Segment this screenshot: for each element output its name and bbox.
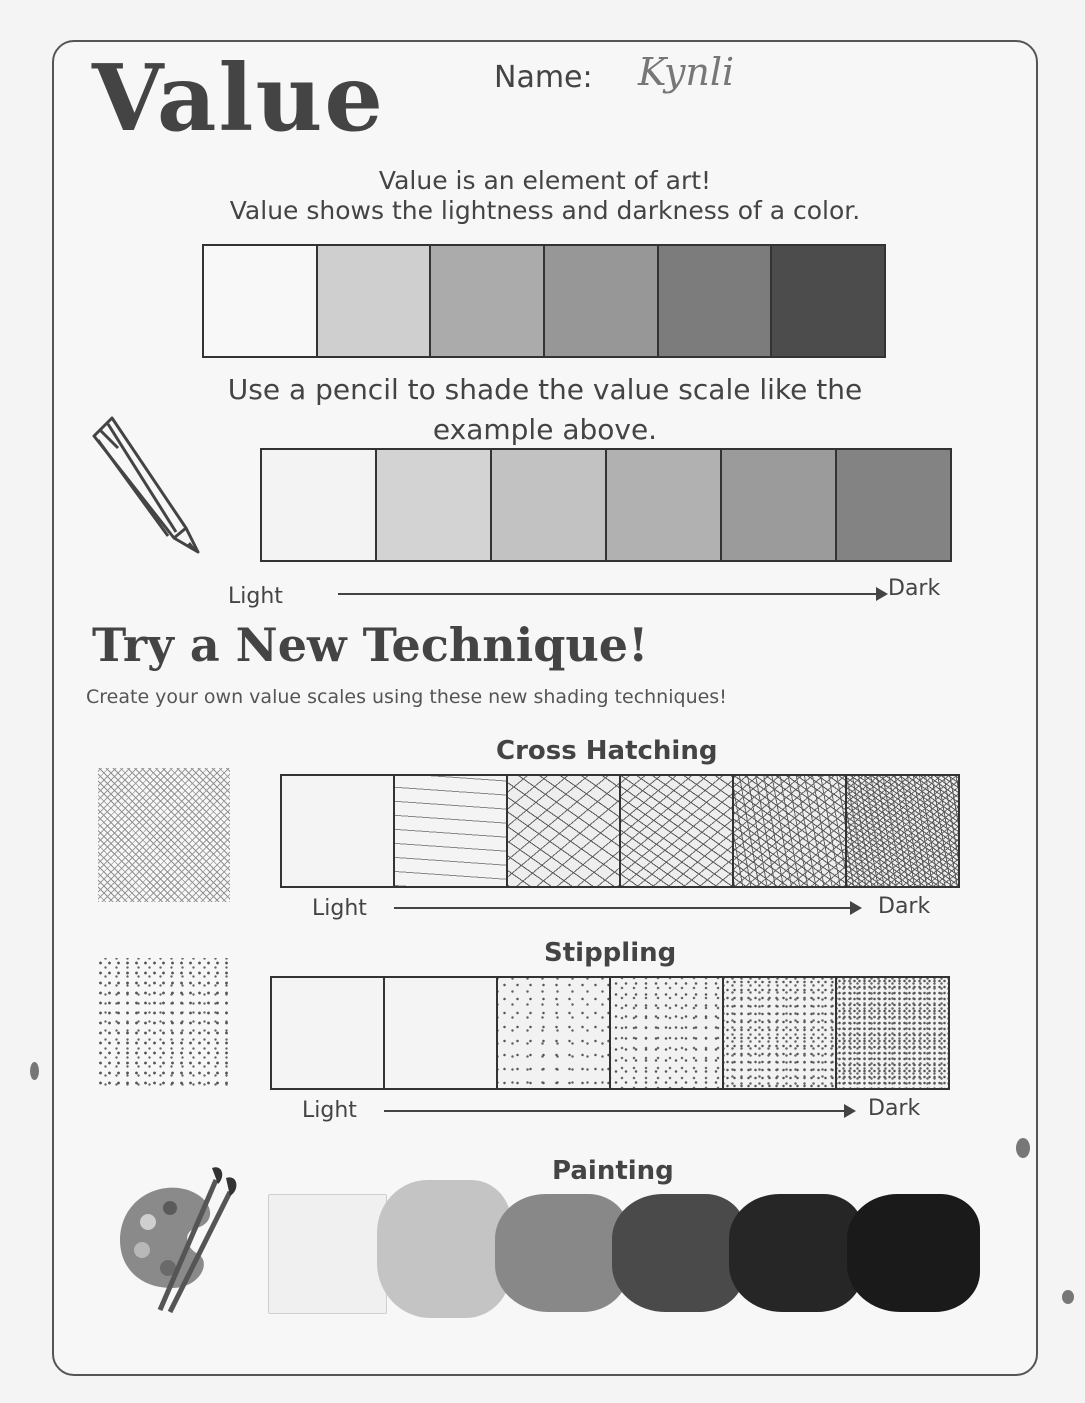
example-scale-cell <box>545 246 659 356</box>
pencil-dark-label: Dark <box>888 576 941 601</box>
intro-line-2: Value shows the lightness and darkness of a color. <box>229 196 861 225</box>
cross-hatching-cell <box>395 776 508 886</box>
painting-scale[interactable] <box>268 1176 972 1318</box>
paint-splatter <box>30 1062 39 1080</box>
cross-hatching-cell <box>508 776 621 886</box>
name-label: Name: <box>494 60 593 95</box>
cross-hatching-light-label: Light <box>312 896 367 921</box>
pencil-scale-cell <box>607 450 722 560</box>
painting-title: Painting <box>552 1156 674 1186</box>
painting-swatch <box>847 1194 980 1312</box>
pencil-scale-cell <box>262 450 377 560</box>
intro-line-1: Value is an element of art! <box>378 166 712 195</box>
pencil-scale-cell <box>722 450 837 560</box>
pencil-icon <box>86 410 208 560</box>
instruction-line-2: example above. <box>432 413 658 446</box>
stippling-light-label: Light <box>302 1098 357 1123</box>
example-scale-cell <box>318 246 432 356</box>
painting-swatch <box>495 1194 628 1312</box>
stippling-cell <box>385 978 498 1088</box>
stippling-cell <box>498 978 611 1088</box>
stippling-cell <box>272 978 385 1088</box>
painting-swatch <box>729 1194 862 1312</box>
painting-swatch <box>268 1194 387 1314</box>
stippling-cell <box>837 978 948 1088</box>
example-scale-cell <box>431 246 545 356</box>
example-scale-cell <box>772 246 884 356</box>
stipple-sample-icon <box>96 958 228 1088</box>
stippling-cell <box>724 978 837 1088</box>
cross-hatching-cell <box>847 776 958 886</box>
stippling-title: Stippling <box>544 938 677 968</box>
stippling-arrow <box>384 1110 854 1112</box>
stippling-scale[interactable] <box>270 976 950 1090</box>
cross-hatching-title: Cross Hatching <box>496 736 718 766</box>
painting-swatch <box>612 1194 745 1312</box>
cross-hatch-sample-icon <box>98 768 230 902</box>
cross-hatching-arrow <box>394 907 860 909</box>
cross-hatching-dark-label: Dark <box>878 894 931 919</box>
page-title: Value <box>92 44 385 152</box>
pencil-light-label: Light <box>228 584 283 609</box>
cross-hatching-cell <box>621 776 734 886</box>
example-scale-cell <box>204 246 318 356</box>
pencil-scale-cell <box>837 450 950 560</box>
cross-hatching-cell <box>734 776 847 886</box>
cross-hatching-scale[interactable] <box>280 774 960 888</box>
student-name: Kynli <box>638 50 735 94</box>
pencil-value-scale[interactable] <box>260 448 952 562</box>
stippling-cell <box>611 978 724 1088</box>
technique-description: Create your own value scales using these new shading techniques! <box>86 686 727 708</box>
cross-hatching-cell <box>282 776 395 886</box>
instruction-line-1: Use a pencil to shade the value scale like the <box>227 373 863 406</box>
pencil-scale-cell <box>492 450 607 560</box>
palette-icon <box>112 1162 242 1316</box>
paint-splatter <box>1062 1290 1074 1304</box>
technique-heading: Try a New Technique! <box>92 618 649 672</box>
stippling-dark-label: Dark <box>868 1096 921 1121</box>
painting-swatch <box>377 1180 510 1318</box>
example-value-scale <box>202 244 886 358</box>
paint-splatter <box>1016 1138 1030 1158</box>
example-scale-cell <box>659 246 773 356</box>
pencil-scale-cell <box>377 450 492 560</box>
pencil-arrow <box>338 593 886 595</box>
